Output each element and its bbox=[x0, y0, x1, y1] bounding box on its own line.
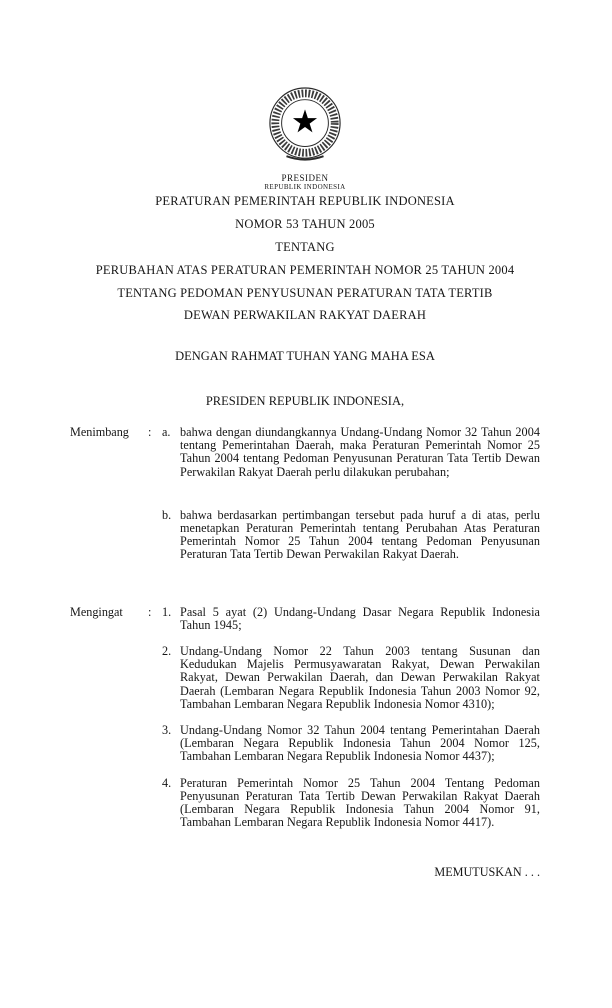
mengingat-clause bbox=[70, 606, 540, 843]
item-text: Peraturan Pemerintah Nomor 25 Tahun 2004 Tentang Pedoman Penyusunan Peraturan Tata Tertib Dewan Perwakilan Rakyat Daerah (Lembaran Negara Republik Indonesia Tahun 2004 Nomor 91, Tambahan Lembaran Negara Republik Indonesia Nomor 4417). bbox=[180, 775, 540, 830]
subject-line-3: DEWAN PERWAKILAN RAKYAT DAERAH bbox=[183, 308, 427, 322]
menimbang-item bbox=[162, 509, 540, 562]
mengingat-item bbox=[162, 777, 540, 830]
item-text: Undang-Undang Nomor 22 Tahun 2003 tentang Susunan dan Kedudukan Majelis Permusyawaratan Rakyat, Dewan Perwakilan Rakyat, Dewan Perwakilan Daerah, dan Dewan Perwakilan Rakyat Daerah (Lembaran Negara Republik Indonesia Tahun 2003 Nomor 92, Tambahan Lembaran Negara Republik Indonesia Nomor 4310); bbox=[180, 644, 540, 711]
authority-line: PRESIDEN REPUBLIK INDONESIA, bbox=[205, 394, 405, 408]
menimbang-items bbox=[162, 426, 540, 592]
document-header bbox=[70, 86, 540, 192]
republik-indonesia-label: REPUBLIK INDONESIA bbox=[264, 183, 346, 191]
item-marker: 3. bbox=[162, 723, 172, 738]
colon-separator: : bbox=[148, 425, 152, 439]
mengingat-label: Mengingat bbox=[70, 604, 123, 619]
item-marker: 2. bbox=[162, 644, 172, 659]
title-block bbox=[70, 195, 540, 322]
item-marker: a. bbox=[162, 425, 171, 439]
item-marker: 4. bbox=[162, 775, 172, 790]
mengingat-item bbox=[162, 645, 540, 711]
tentang-label: TENTANG bbox=[275, 240, 335, 254]
presiden-label: PRESIDEN bbox=[281, 173, 329, 183]
item-text: Undang-Undang Nomor 32 Tahun 2004 tentang Pemerintahan Daerah (Lembaran Negara Republik Indonesia Tahun 2004 Nomor 125, Tambahan Lembaran Negara Republik Indonesia Nomor 4437); bbox=[180, 723, 540, 764]
mengingat-item bbox=[162, 606, 540, 632]
item-text: bahwa dengan diundangkannya Undang-Undang Nomor 32 Tahun 2004 tentang Pemerintahan Daerah, maka Peraturan Pemerintah Nomor 25 Tahun 2004 tentang Pedoman Penyusunan Peraturan Tata Tertib Dewan Perwakilan Rakyat Daerah perlu dilakukan perubahan; bbox=[180, 425, 540, 479]
menimbang-label: Menimbang bbox=[70, 425, 129, 439]
continuation-marker: MEMUTUSKAN . . . bbox=[434, 865, 540, 880]
regulation-number: NOMOR 53 TAHUN 2005 bbox=[235, 217, 375, 231]
item-marker: 1. bbox=[162, 604, 172, 619]
colon-separator: : bbox=[148, 604, 152, 619]
item-text: bahwa berdasarkan pertimbangan tersebut pada huruf a di atas, perlu menetapkan Peraturan Pemerintah tentang Perubahan Atas Peraturan Pemerintah Nomor 25 Tahun 2004 tentang Pedoman Penyusunan Peraturan Tata Tertib Dewan Perwakilan Rakyat Daerah. bbox=[180, 507, 540, 562]
regulation-title: PERATURAN PEMERINTAH REPUBLIK INDONESIA bbox=[155, 194, 455, 208]
item-marker: b. bbox=[162, 507, 172, 522]
menimbang-item bbox=[162, 426, 540, 479]
presidential-seal-icon bbox=[267, 86, 343, 171]
item-text: Pasal 5 ayat (2) Undang-Undang Dasar Negara Republik Indonesia Tahun 1945; bbox=[180, 604, 540, 632]
menimbang-clause bbox=[70, 426, 540, 592]
invocation-line: DENGAN RAHMAT TUHAN YANG MAHA ESA bbox=[175, 349, 435, 363]
subject-line-2: TENTANG PEDOMAN PENYUSUNAN PERATURAN TATA TERTIB bbox=[117, 285, 493, 300]
mengingat-items bbox=[162, 606, 540, 843]
document-body bbox=[70, 426, 540, 880]
mengingat-item bbox=[162, 724, 540, 764]
subject-line-1: PERUBAHAN ATAS PERATURAN PEMERINTAH NOMOR 25 TAHUN 2004 bbox=[95, 263, 515, 277]
